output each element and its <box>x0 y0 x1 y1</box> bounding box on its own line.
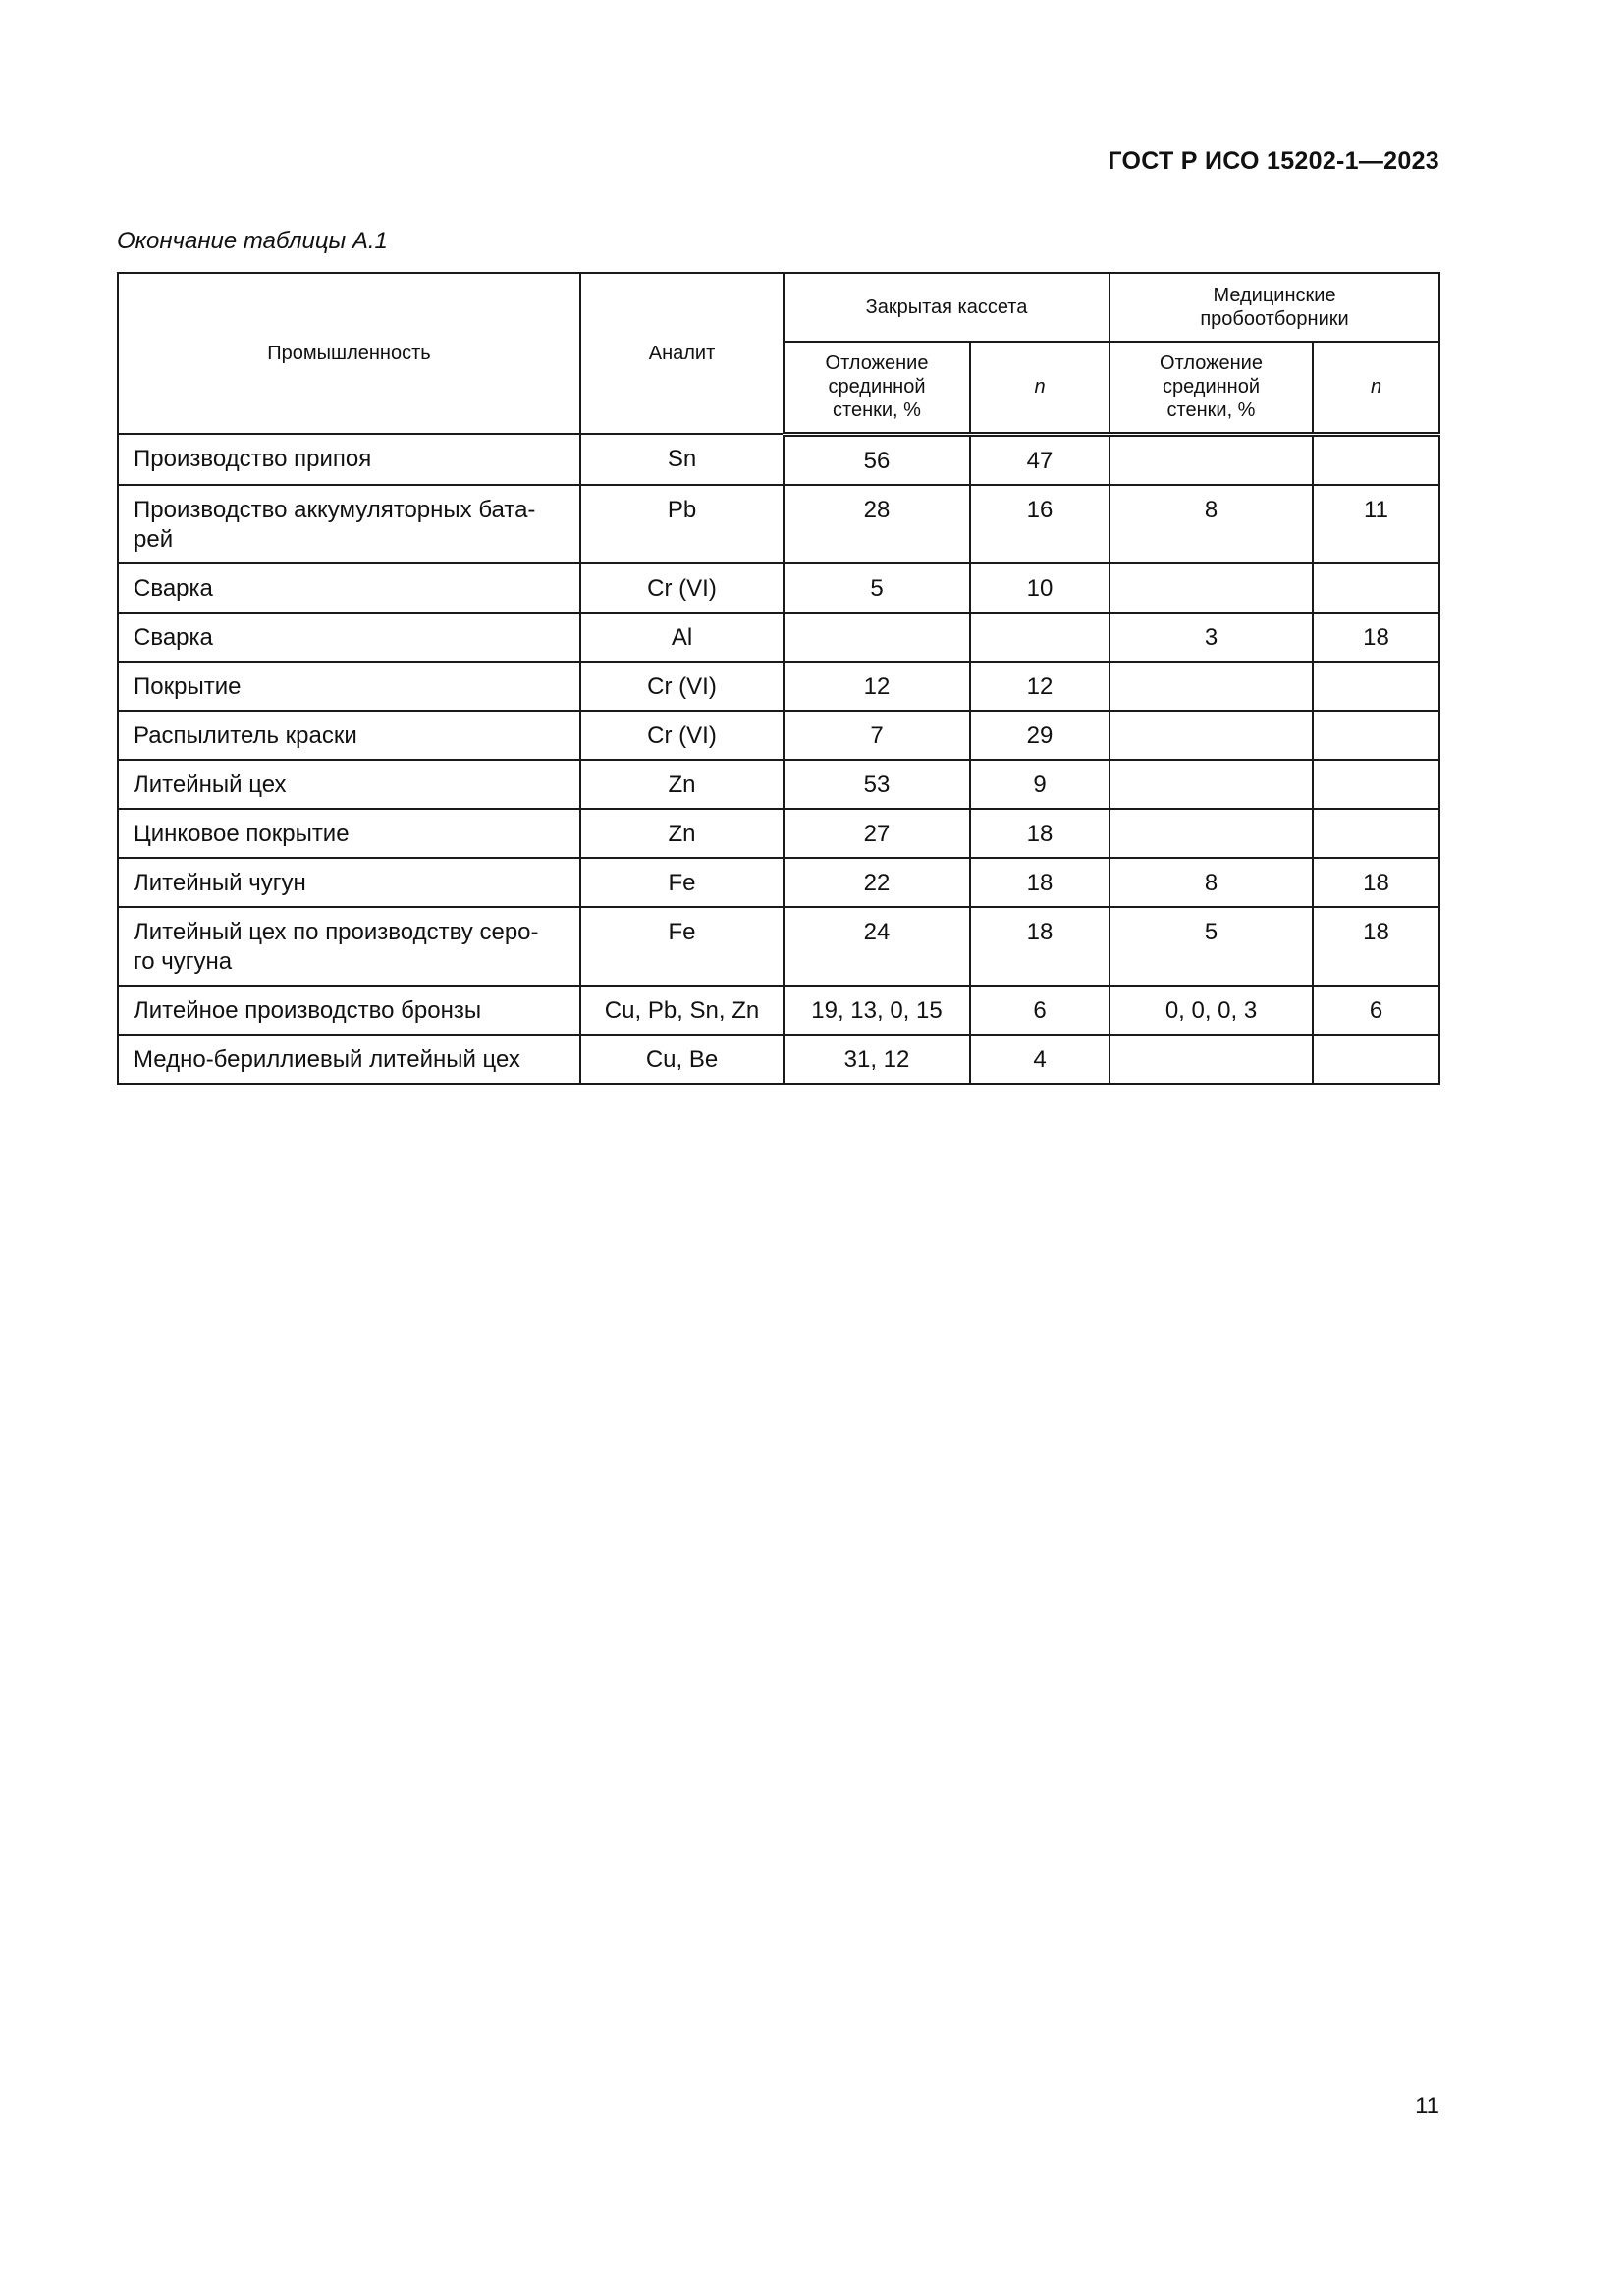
cell-cc-n: 47 <box>970 434 1110 485</box>
cell-industry: Производство аккумуляторных бата- рей <box>118 485 580 563</box>
cell-med-n: 18 <box>1313 613 1439 662</box>
cell-med-deposit <box>1110 662 1313 711</box>
cell-analyte: Fe <box>580 858 784 907</box>
header-medical-samplers: Медицинские пробоотборники <box>1110 273 1439 342</box>
cell-cc-n: 6 <box>970 986 1110 1035</box>
cell-cc-deposit: 53 <box>784 760 970 809</box>
cell-analyte: Zn <box>580 809 784 858</box>
cell-analyte: Pb <box>580 485 784 563</box>
cell-industry: Литейный цех <box>118 760 580 809</box>
data-table <box>117 272 1440 1085</box>
cell-cc-n: 9 <box>970 760 1110 809</box>
cell-med-n: 18 <box>1313 858 1439 907</box>
table-body <box>118 434 1439 1084</box>
cell-cc-deposit: 19, 13, 0, 15 <box>784 986 970 1035</box>
cell-cc-deposit: 31, 12 <box>784 1035 970 1084</box>
cell-cc-deposit: 28 <box>784 485 970 563</box>
table-row <box>118 907 1439 986</box>
cell-med-deposit <box>1110 809 1313 858</box>
cell-industry: Медно-бериллиевый литейный цех <box>118 1035 580 1084</box>
cell-industry: Литейное производство бронзы <box>118 986 580 1035</box>
table-row <box>118 858 1439 907</box>
cell-med-deposit <box>1110 760 1313 809</box>
cell-med-deposit: 5 <box>1110 907 1313 986</box>
cell-cc-deposit: 5 <box>784 563 970 613</box>
cell-cc-n <box>970 613 1110 662</box>
header-cc-n: n <box>970 342 1110 434</box>
cell-cc-n: 10 <box>970 563 1110 613</box>
cell-cc-n: 4 <box>970 1035 1110 1084</box>
header-industry: Промышленность <box>118 273 580 434</box>
cell-med-n <box>1313 1035 1439 1084</box>
table-row <box>118 760 1439 809</box>
cell-analyte: Cu, Be <box>580 1035 784 1084</box>
cell-cc-deposit: 7 <box>784 711 970 760</box>
cell-med-n <box>1313 563 1439 613</box>
cell-cc-deposit: 27 <box>784 809 970 858</box>
cell-med-deposit <box>1110 563 1313 613</box>
cell-analyte: Sn <box>580 434 784 485</box>
cell-cc-n: 18 <box>970 858 1110 907</box>
table-row <box>118 563 1439 613</box>
table-row <box>118 434 1439 485</box>
cell-med-deposit <box>1110 1035 1313 1084</box>
cell-med-deposit: 0, 0, 0, 3 <box>1110 986 1313 1035</box>
cell-analyte: Fe <box>580 907 784 986</box>
document-id: ГОСТ Р ИСО 15202-1—2023 <box>1108 147 1439 175</box>
cell-med-n <box>1313 809 1439 858</box>
table-row <box>118 986 1439 1035</box>
table-row <box>118 662 1439 711</box>
cell-analyte: Cr (VI) <box>580 662 784 711</box>
table-row <box>118 809 1439 858</box>
cell-industry: Литейный чугун <box>118 858 580 907</box>
cell-analyte: Zn <box>580 760 784 809</box>
cell-med-deposit: 8 <box>1110 858 1313 907</box>
header-cc-deposit: Отложение срединной стенки, % <box>784 342 970 434</box>
cell-med-deposit <box>1110 434 1313 485</box>
cell-analyte: Al <box>580 613 784 662</box>
cell-analyte: Cu, Pb, Sn, Zn <box>580 986 784 1035</box>
cell-cc-deposit: 56 <box>784 434 970 485</box>
table-row <box>118 485 1439 563</box>
cell-med-n <box>1313 662 1439 711</box>
cell-analyte: Cr (VI) <box>580 563 784 613</box>
cell-industry: Сварка <box>118 563 580 613</box>
cell-industry: Распылитель краски <box>118 711 580 760</box>
cell-industry: Покрытие <box>118 662 580 711</box>
cell-med-n: 11 <box>1313 485 1439 563</box>
cell-med-n <box>1313 760 1439 809</box>
cell-med-n: 18 <box>1313 907 1439 986</box>
cell-cc-deposit: 24 <box>784 907 970 986</box>
page-number: 11 <box>1415 2093 1439 2119</box>
cell-med-deposit: 8 <box>1110 485 1313 563</box>
cell-med-n <box>1313 434 1439 485</box>
cell-med-n: 6 <box>1313 986 1439 1035</box>
cell-cc-n: 29 <box>970 711 1110 760</box>
header-med-deposit: Отложение срединной стенки, % <box>1110 342 1313 434</box>
header-analyte: Аналит <box>580 273 784 434</box>
header-med-n: n <box>1313 342 1439 434</box>
header-closed-cassette: Закрытая кассета <box>784 273 1110 342</box>
cell-cc-n: 16 <box>970 485 1110 563</box>
cell-cc-n: 18 <box>970 809 1110 858</box>
cell-cc-deposit: 12 <box>784 662 970 711</box>
cell-analyte: Cr (VI) <box>580 711 784 760</box>
cell-med-deposit <box>1110 711 1313 760</box>
cell-industry: Сварка <box>118 613 580 662</box>
cell-cc-deposit: 22 <box>784 858 970 907</box>
table-row <box>118 1035 1439 1084</box>
table-row <box>118 711 1439 760</box>
cell-cc-deposit <box>784 613 970 662</box>
cell-cc-n: 12 <box>970 662 1110 711</box>
cell-industry: Производство припоя <box>118 434 580 485</box>
cell-med-deposit: 3 <box>1110 613 1313 662</box>
cell-cc-n: 18 <box>970 907 1110 986</box>
cell-industry: Цинковое покрытие <box>118 809 580 858</box>
table-caption: Окончание таблицы А.1 <box>117 228 388 254</box>
cell-industry: Литейный цех по производству серо- го чугуна <box>118 907 580 986</box>
table-row <box>118 613 1439 662</box>
cell-med-n <box>1313 711 1439 760</box>
